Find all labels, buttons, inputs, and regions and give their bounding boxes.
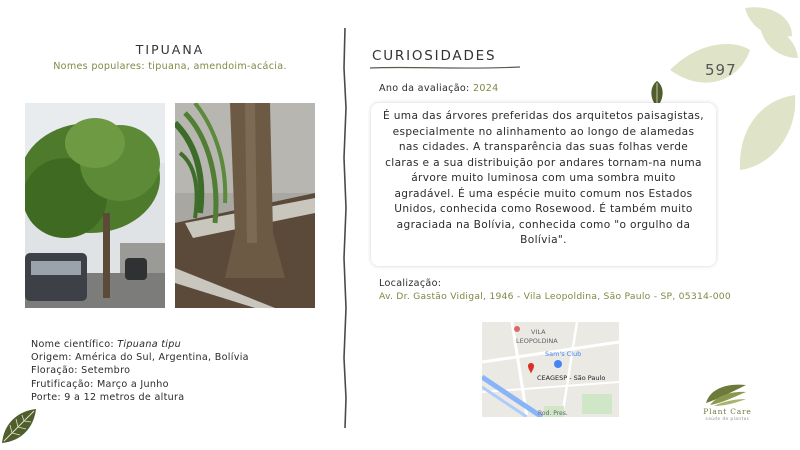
- map-district-line2: LEOPOLDINA: [516, 337, 558, 345]
- scientific-name-line: [31, 338, 249, 351]
- tree-title: TIPUANA: [135, 42, 205, 57]
- tree-photo-trunk: [175, 103, 315, 308]
- map-road-label: Rod. Pres.: [538, 410, 568, 417]
- year-value: 2024: [472, 83, 499, 94]
- map-store-label: Sam's Club: [545, 350, 582, 358]
- location-address: Av. Dr. Gastão Vidigal, 1946 - Vila Leopoldina, São Paulo - SP, 05314-000: [379, 291, 731, 302]
- fruiting-line: Frutificação: Março a Junho: [31, 378, 169, 390]
- popular-names: Nomes populares: tipuana, amendoim-acácia.: [53, 61, 287, 72]
- section-title: CURIOSIDADES: [372, 48, 497, 64]
- tree-photo-street: [25, 103, 165, 308]
- flowering-line: Floração: Setembro: [31, 365, 131, 377]
- column-divider: [338, 28, 352, 428]
- location-map[interactable]: [482, 322, 619, 417]
- map-pin-label: CEAGESP - São Paulo: [537, 374, 606, 382]
- brand-name: Plant Care: [703, 407, 752, 416]
- plant-care-logo: [704, 381, 748, 407]
- title-underline: [370, 64, 520, 72]
- scientific-name-label: Nome científico:: [31, 339, 118, 350]
- year-label: Ano da avaliação:: [379, 83, 473, 94]
- scientific-name-value: Tipuana tipu: [117, 339, 182, 350]
- tree-facts: [31, 338, 249, 404]
- description-text: É uma das árvores preferidas dos arquitetos paisagistas, especialmente no alinhamento ao longo de alamedas nas cidades. A transparência das suas folhas verde claras e a sua distribuição por andares tornam-na numa árvore muito luminosa com uma sombra muito agradável. É uma espécie muito comum nos Estados Unidos, conhecida como Rosewood. É também muito agraciada na Bolívia, conhecida como "o orgulho da Bolívia".: [382, 110, 704, 246]
- size-line: Porte: 9 a 12 metros de altura: [31, 391, 185, 403]
- brand-tagline: saúde de plantas: [705, 416, 750, 421]
- location-label: Localização:: [379, 278, 442, 289]
- page-number: 597: [705, 61, 737, 79]
- leaf-icon: [0, 405, 40, 445]
- map-district-line1: VILA: [531, 328, 546, 336]
- origin-line: Origem: América do Sul, Argentina, Bolívia: [31, 352, 249, 364]
- evaluation-year: [379, 83, 499, 94]
- description-card: [371, 103, 716, 266]
